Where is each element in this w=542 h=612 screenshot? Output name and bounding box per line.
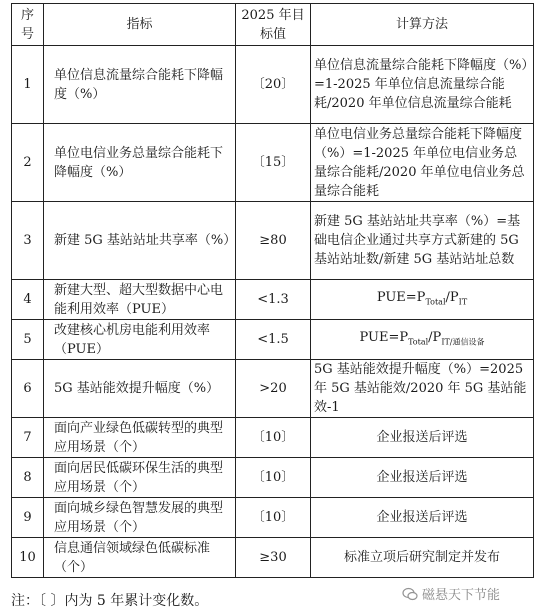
row-indicator: 面向产业绿色低碳转型的典型应用场景（个） [44, 418, 236, 458]
formula-sub-it: IT [458, 297, 468, 307]
row-method: 标准立项后研究制定并发布 [311, 538, 534, 578]
table-note: 注：〔 〕内为 5 年累计变化数。 [11, 593, 209, 609]
row-indicator: 新建大型、超大型数据中心电能利用效率（PUE） [44, 280, 236, 320]
row-seq: 4 [12, 280, 44, 320]
header-indicator: 指标 [44, 4, 236, 46]
table-row [12, 498, 534, 538]
row-target: 〔15〕 [236, 124, 311, 202]
row-method-formula [311, 280, 534, 320]
row-seq: 9 [12, 498, 44, 538]
formula-pre: PUE=P [376, 289, 426, 305]
watermark-text: 磁悬天下节能 [422, 588, 501, 603]
table-row [12, 124, 534, 202]
row-target: 〔10〕 [236, 458, 311, 498]
row-target: ≥80 [236, 202, 311, 280]
table-row [12, 280, 534, 320]
row-indicator: 新建 5G 基站站址共享率（%） [44, 202, 236, 280]
row-method-formula [311, 320, 534, 360]
table-row [12, 360, 534, 418]
table-row [12, 202, 534, 280]
watermark [402, 584, 500, 603]
row-target: 〔10〕 [236, 418, 311, 458]
row-indicator: 面向城乡绿色智慧发展的典型应用场景（个） [44, 498, 236, 538]
row-method: 单位电信业务总量综合能耗下降幅度（%）=1-2025 年单位电信业务总量综合能耗/2020 年单位电信业务总量综合能耗 [311, 124, 534, 202]
row-target: <1.5 [236, 320, 311, 360]
formula-mid: /P [445, 289, 459, 305]
row-indicator: 信息通信领域绿色低碳标准（个） [44, 538, 236, 578]
header-row [12, 4, 534, 46]
row-indicator: 单位信息流量综合能耗下降幅度（%） [44, 46, 236, 124]
indicator-table [11, 3, 534, 578]
row-target: >20 [236, 360, 311, 418]
row-seq: 3 [12, 202, 44, 280]
formula-sub-it: IT/通信设备 [441, 337, 485, 347]
row-seq: 1 [12, 46, 44, 124]
table-row [12, 320, 534, 360]
row-method: 企业报送后评选 [311, 458, 534, 498]
row-method: 企业报送后评选 [311, 418, 534, 458]
formula-mid: /P [428, 329, 442, 345]
row-seq: 7 [12, 418, 44, 458]
table-row [12, 458, 534, 498]
formula-pre: PUE=P [359, 329, 409, 345]
table-row [12, 538, 534, 578]
formula-sub-total: Total [425, 297, 446, 307]
row-indicator: 单位电信业务总量综合能耗下降幅度（%） [44, 124, 236, 202]
row-seq: 5 [12, 320, 44, 360]
row-target: <1.3 [236, 280, 311, 320]
table-row [12, 46, 534, 124]
row-indicator: 改建核心机房电能利用效率（PUE） [44, 320, 236, 360]
wechat-icon [402, 586, 418, 602]
row-seq: 6 [12, 360, 44, 418]
row-target: 〔10〕 [236, 498, 311, 538]
table-row [12, 418, 534, 458]
row-method: 5G 基站能效提升幅度（%）=2025 年 5G 基站能效/2020 年 5G 基站能效-1 [311, 360, 534, 418]
row-seq: 10 [12, 538, 44, 578]
row-seq: 2 [12, 124, 44, 202]
header-target: 2025 年目标值 [236, 4, 311, 46]
row-indicator: 5G 基站能效提升幅度（%） [44, 360, 236, 418]
row-target: ≥30 [236, 538, 311, 578]
formula-sub-total: Total [408, 337, 429, 347]
row-target: 〔20〕 [236, 46, 311, 124]
header-method: 计算方法 [311, 4, 534, 46]
header-seq: 序号 [12, 4, 44, 46]
row-method: 单位信息流量综合能耗下降幅度（%）=1-2025 年单位信息流量综合能耗/2020 年单位信息流量综合能耗 [311, 46, 534, 124]
row-method: 企业报送后评选 [311, 498, 534, 538]
row-method: 新建 5G 基站站址共享率（%）=基础电信企业通过共享方式新建的 5G 基站站址数/新建 5G 基站站址总数 [311, 202, 534, 280]
row-seq: 8 [12, 458, 44, 498]
row-indicator: 面向居民低碳环保生活的典型应用场景（个） [44, 458, 236, 498]
